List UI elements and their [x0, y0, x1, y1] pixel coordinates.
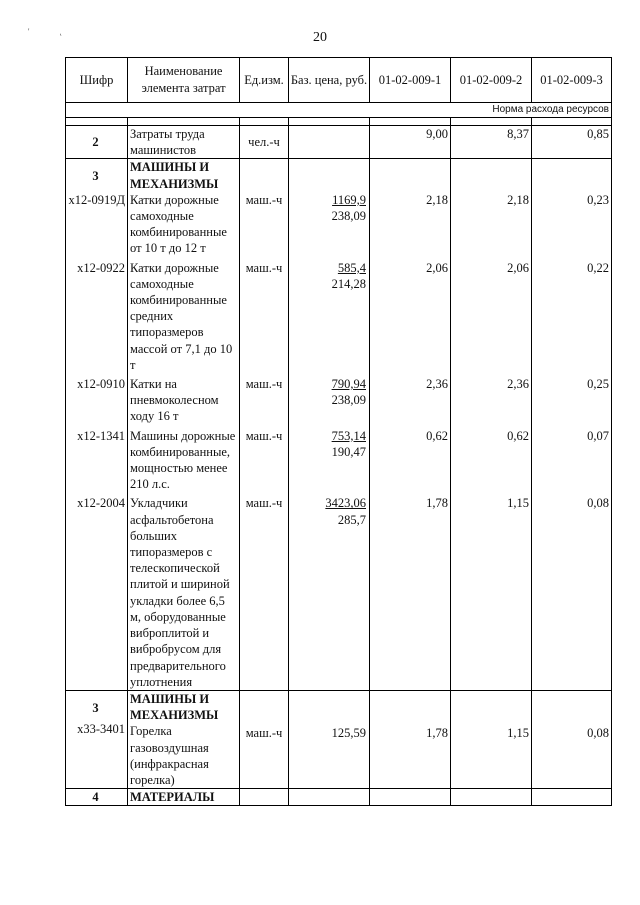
- header-col3: 01-02-009-3: [532, 58, 612, 103]
- materials-row: [66, 789, 612, 806]
- machines-title: МАШИНЫ И МЕХАНИЗМЫ: [128, 159, 240, 192]
- machine-name: Укладчики асфальтобетона больших типоразмеров с телескопической плитой и шириной укладки более 6,5 м, оборудованные виброплитой и вибробрусом для предварительного уплотнения: [128, 492, 240, 690]
- labor-code: 2: [66, 126, 128, 159]
- machine-code: x12-0922: [66, 257, 128, 373]
- machine-row: [66, 373, 612, 425]
- machine-unit: маш.-ч: [240, 257, 289, 373]
- header-name: Наименование элемента затрат: [128, 58, 240, 103]
- header-price: Баз. цена, руб.: [289, 58, 370, 103]
- machine-unit: маш.-ч: [240, 373, 289, 425]
- machines2-title: МАШИНЫ И МЕХАНИЗМЫ: [130, 691, 219, 723]
- machine-unit: маш.-ч: [240, 425, 289, 493]
- machine-price: 790,94 238,09: [289, 373, 370, 425]
- norm-label: Норма расхода ресурсов: [66, 103, 612, 118]
- machine-row: [66, 257, 612, 373]
- machines-code: 3: [66, 159, 128, 192]
- machine-code: x12-0919Д: [66, 192, 128, 257]
- machine-v3: 0,25: [532, 373, 612, 425]
- machine-v3: 0,07: [532, 425, 612, 493]
- machine-row: [66, 492, 612, 690]
- machine-name: Катки дорожные самоходные комбинированные средних типоразмеров массой от 7,1 до 10 т: [128, 257, 240, 373]
- machine-unit: маш.-ч: [240, 192, 289, 257]
- machines-heading-row: [66, 159, 612, 192]
- burner-v1: 1,78: [370, 690, 451, 788]
- machine-v2: 2,36: [451, 373, 532, 425]
- header-unit: Ед.изм.: [240, 58, 289, 103]
- machine-v1: 2,06: [370, 257, 451, 373]
- header-row: [66, 58, 612, 103]
- machines2-code: 3: [92, 700, 99, 715]
- machine-v3: 0,22: [532, 257, 612, 373]
- norm-row: [66, 103, 612, 118]
- labor-name: Затраты труда машинистов: [128, 126, 240, 159]
- machine-price: 1169,9 238,09: [289, 192, 370, 257]
- machine-price: 585,4 214,28: [289, 257, 370, 373]
- header-col1: 01-02-009-1: [370, 58, 451, 103]
- machine-name: Машины дорожные комбинированные, мощностью менее 210 л.с.: [128, 425, 240, 493]
- scan-specks: ' ˛: [28, 27, 63, 36]
- page-number: 20: [313, 30, 327, 45]
- machine-v1: 2,18: [370, 192, 451, 257]
- machine-v2: 1,15: [451, 492, 532, 690]
- gap-row: [66, 118, 612, 126]
- machine-price: 3423,06 285,7: [289, 492, 370, 690]
- burner-price: 125,59: [289, 690, 370, 788]
- machine-code: x12-1341: [66, 425, 128, 493]
- machine-name: Катки на пневмоколесном ходу 16 т: [128, 373, 240, 425]
- labor-unit: чел.-ч: [240, 126, 289, 159]
- burner-name: Горелка газовоздушная (инфракрасная горелка): [130, 724, 209, 787]
- header-col2: 01-02-009-2: [451, 58, 532, 103]
- burner-v3: 0,08: [532, 690, 612, 788]
- machine-v1: 0,62: [370, 425, 451, 493]
- machine-v2: 2,18: [451, 192, 532, 257]
- materials-code: 4: [66, 789, 128, 806]
- labor-row: [66, 126, 612, 159]
- machine-code: x12-0910: [66, 373, 128, 425]
- labor-v1: 9,00: [370, 126, 451, 159]
- burner-code: x33-3401: [77, 722, 125, 737]
- materials-title: МАТЕРИАЛЫ: [128, 789, 240, 806]
- machine-v3: 0,23: [532, 192, 612, 257]
- header-code: Шифр: [66, 58, 128, 103]
- machines2-row: [66, 690, 612, 788]
- resource-table: [65, 57, 612, 806]
- burner-unit: маш.-ч: [240, 690, 289, 788]
- machine-row: [66, 425, 612, 493]
- burner-v2: 1,15: [451, 690, 532, 788]
- machines2-code-cell: [66, 690, 128, 788]
- machine-v2: 0,62: [451, 425, 532, 493]
- labor-v3: 0,85: [532, 126, 612, 159]
- machine-code: x12-2004: [66, 492, 128, 690]
- machine-v1: 1,78: [370, 492, 451, 690]
- machine-name: Катки дорожные самоходные комбинированные от 10 т до 12 т: [128, 192, 240, 257]
- machine-v2: 2,06: [451, 257, 532, 373]
- machine-v1: 2,36: [370, 373, 451, 425]
- machine-v3: 0,08: [532, 492, 612, 690]
- machine-price: 753,14 190,47: [289, 425, 370, 493]
- machines2-name-cell: [128, 690, 240, 788]
- machine-unit: маш.-ч: [240, 492, 289, 690]
- labor-v2: 8,37: [451, 126, 532, 159]
- machine-row: [66, 192, 612, 257]
